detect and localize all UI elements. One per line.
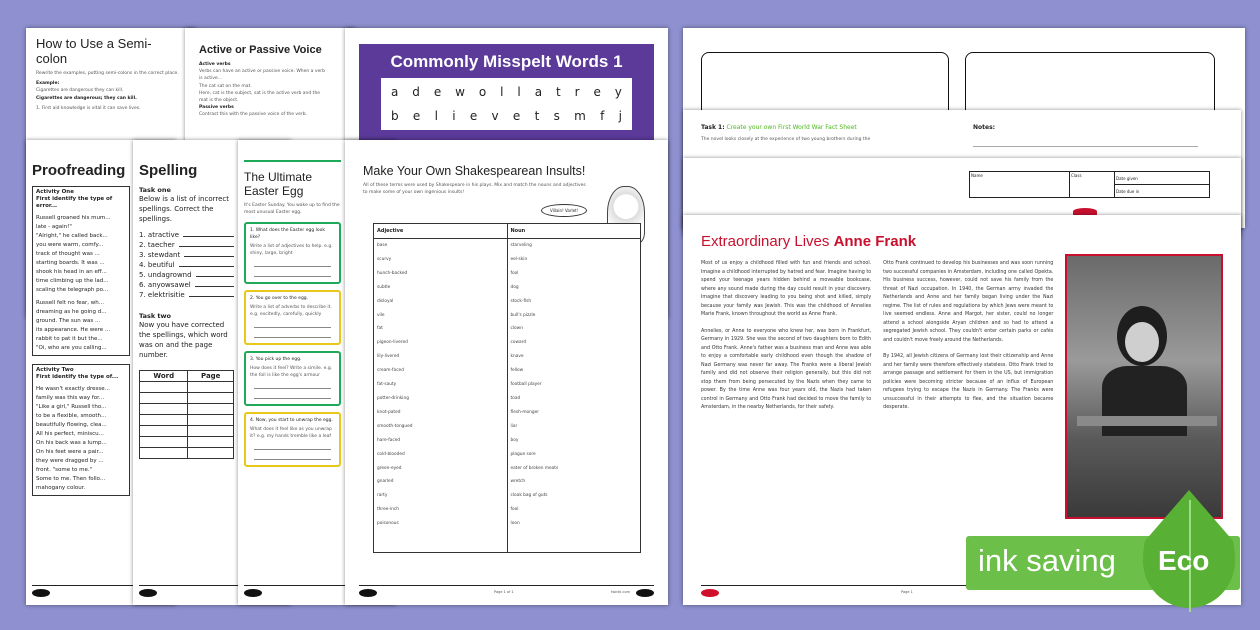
noun-cell: stock-fish <box>510 298 532 304</box>
adjective-cell: cream-faced <box>377 368 404 374</box>
table-cell[interactable] <box>188 415 234 426</box>
proof-title: Proofreading <box>32 162 126 179</box>
adjective-cell: cold-blooded <box>377 451 405 457</box>
text-line: time climbing up the lad... <box>36 278 109 284</box>
question-box: 1. What does the Easter egg look like? Write a list of adjectives to help. e.g. shiny, large, bright <box>244 222 341 284</box>
spelling-word: 3. stewdant <box>139 251 181 259</box>
table-cell[interactable] <box>188 404 234 415</box>
anne-frank-page: Extraordinary Lives Anne Frank Most of us enjoy a childhood filled with fun and friends and school. Imagine a childhood interrupted by hatred and fear. Imagine having to spend your teenage years hidden behind a moveable bookcase, where any sound made during the day could result in your discovery. Imagine that discovery leading to you being shot and killed, simply because your family was Jewish. This was the childhood of Annelies Marie Frank, known throughout the world as Anne Frank. Annelies, or Anne to everyone who knew her, was born in Frankfurt, Germany in 1929. She was the second of two daughters born to Edith and Otto Frank. Anne's father was a business man and Anne was able to enjoy a comfortable early childhood even though the shadow of Nazi Germany was never far away. The Franks were a liberal Jewish family and did not observe their religion generally, but this did not stop them from being persecuted by the Nazis when they came to power. By the time Anne was four years old, the Nazis had taken control in Germany and Otto Frank had decided to move the family to Amsterdam, in the nearby Netherlands, for their safety. Otto Frank continued to develop his businesses and was soon running two successful companies in Amsterdam, including one called Opekta. His business success, however, could not save his family from the threat of Nazi occupation. In 1940, the German army invaded the Netherlands and Anne and her family began living under the Nazi regime. The list of rules and regulations by which Jews were meant to live seemed endless. Anne and Margot, her sister, could no longer attend a school alongside Aryan children and so had to attend a segregated Jewish school. They couldn't enter certain parks or cafés and couldn't move freely around the Netherlands. By 1942, all Jewish citizens of Germany lost their citizenship and Anne and her family were therefore effectively stateless. Otto Frank tried to arrange passage and settlement for them in the US, but immigration policies were becoming stricter because of an influx of European refugees trying to escape the Nazis in Germany. The Franks were unsuccessful in their attempts to flee, and the situation became desperate. Page 1 <box>683 215 1241 605</box>
table-cell[interactable] <box>188 426 234 437</box>
adjective-cell: rarty <box>377 493 388 499</box>
table-cell[interactable] <box>188 437 234 448</box>
paragraph: Otto Frank continued to develop his businesses and was soon running two successful companies in Amsterdam, including one called Opekta. His business success, however, could not save his family from the threat of Nazi occupation. In 1940, the German army invaded the Netherlands and Anne and her family began living under the Nazi regime. The list of rules and regulations by which Jews were meant to live seemed endless. Anne and Margot, her sister, could no longer attend a school alongside Aryan children and so had to attend a segregated Jewish school. They couldn't enter certain parks or cafés and couldn't move freely around the Netherlands. <box>883 261 1054 343</box>
table-cell[interactable] <box>140 437 188 448</box>
letter-tile: e <box>433 85 442 99</box>
letter-tile: j <box>618 109 622 123</box>
twinkl-logo <box>244 589 262 597</box>
table-cell[interactable] <box>188 393 234 404</box>
adjective-cell: smooth-tongued <box>377 423 413 429</box>
text-line: "Like a girl," Russell tho... <box>36 404 107 410</box>
question-box: 2. You go over to the egg. Write a list of adverbs to describe it. e.g. excitedly, carefully, quickly <box>244 290 341 345</box>
text-line: scaling the telegraph po... <box>36 287 109 293</box>
spelling-word: 7. elektrisitie <box>139 291 185 299</box>
letter-tile: s <box>553 109 560 123</box>
spelling-word: 4. beutiful <box>139 261 175 269</box>
table-cell[interactable] <box>140 404 188 415</box>
answer-line[interactable] <box>189 290 234 297</box>
letter-tile: t <box>555 85 561 99</box>
spelling-word: 2. taecher <box>139 241 175 249</box>
adjective-cell: knot-pated <box>377 409 401 415</box>
text-line: On his feet were a pair... <box>36 449 104 455</box>
paragraph: Annelies, or Anne to everyone who knew her, was born in Frankfurt, Germany in 1929. She was the second of two daughters born to Edith and Otto Frank. Anne's father was a business man and Anne was able to enjoy a comfortable early childhood even though the shadow of Nazi Germany was never far away. The Franks were a liberal Jewish family and did not observe their religion generally, but this did not stop them from being persecuted by the Nazis when they came to power. By the time Anne was four years old, the Nazis had taken control in Germany and Otto Frank had decided to move the family to Amsterdam, in the nearby Netherlands, for their safety. <box>701 328 872 410</box>
text-line: you were warm, comfy... <box>36 242 104 248</box>
spelling-word: 1. atractive <box>139 231 180 239</box>
noun-cell: plague sore <box>510 451 536 457</box>
spelling-title: Spelling <box>139 162 198 179</box>
noun-cell: fool <box>510 270 519 276</box>
easter-title: The Ultimate Easter Egg <box>244 170 313 198</box>
text-line: Russell felt no fear, wh... <box>36 300 105 306</box>
letter-tile: d <box>412 85 420 99</box>
adjective-cell: green-eyed <box>377 465 402 471</box>
ink-saving-label: ink saving <box>978 543 1116 578</box>
noun-cell: coward <box>510 340 527 346</box>
letter-tile: i <box>452 109 456 123</box>
adjective-cell: three-inch <box>377 507 399 513</box>
question-box: 4. Now, you start to unwrap the egg. What does it feel like as you unwrap it? e.g. my hands tremble like a leaf <box>244 412 341 467</box>
text-line: All his perfect, miniscu... <box>36 431 104 437</box>
letter-tile: f <box>600 109 605 123</box>
letter-tile: y <box>614 85 622 99</box>
letter-tile: e <box>593 85 601 99</box>
letter-tile: l <box>517 85 521 99</box>
text-line: track of thought was ... <box>36 251 100 257</box>
text-line: its appearance. He were ... <box>36 327 111 333</box>
table-cell[interactable] <box>188 382 234 393</box>
adjective-cell: pigeon-livered <box>377 340 408 346</box>
text-line: Russell groaned his mum... <box>36 215 111 221</box>
shakespeare-title: Make Your Own Shakespearean Insults! <box>363 164 586 178</box>
adjective-cell: potter-drinking <box>377 395 409 401</box>
text-line: He wasn't exactly dresse... <box>36 386 110 392</box>
twinkl-logo <box>359 589 377 597</box>
text-line: On his back was a lump... <box>36 440 107 446</box>
paragraph: By 1942, all Jewish citizens of Germany lost their citizenship and Anne and her family were therefore effectively stateless. Otto Frank tried to arrange passage and settlement for them in the US, but immigration policies were becoming stricter because of an influx of European refugees trying to escape the Nazis in Germany. The Franks were unsuccessful in their attempts to flee, and the situation became desperate. <box>883 354 1054 410</box>
answer-line[interactable] <box>179 240 234 247</box>
noun-cell: flesh-monger <box>510 409 540 415</box>
letter-tile: m <box>574 109 586 123</box>
proofreading-worksheet: Proofreading Activity One First identify the type of error... Russell groaned his mum... late - again!" "Alright," he called back... you were warm, comfy... track of thought was ... starting boards. It was ... shook his head in an eff... time climbing up the lad... scaling the telegraph po... Russell felt no fear, wh... dreaming as he going d... ground. The sun was ... its appearance. He were ... rabbit to pat it but the... "Oi, who are you calling... Activity Two First identify the type of... He wasn't exactly dresse... family was this way for... "Like a girl," Russell tho... to be a flexible, smooth... beautifully flowing, clea... All his perfect, miniscu... On his back was a lump... On his feet were a pair... they were dragged by ... front. "some to me." Some to me. Then follo... mahogany colour. <box>26 140 176 605</box>
table-cell[interactable] <box>140 393 188 404</box>
shakespeare-insults-worksheet: Make Your Own Shakespearean Insults! All of these terms were used by Shakespeare in his plays. Mix and match the nouns and adjectives to make some of your own ingenious insults! Villain! Varlet! Adjective base scurvy hunch-backed subtle disloyal vile fat pigeon-livered lily-livered cream-faced fat-sauty potter-drinking knot-pated smooth-tongued hare-faced cold-blooded green-eyed gnarled rarty three-inch poisonous Noun starveling eel-skin fool dog stock-fish bull's pizzle clown coward knave fellow football player toad flesh-monger liar boy plague sore eater of broken meats wretch cloak bag of guts fool loon Page 1 of 1 twinkl.com <box>345 140 668 605</box>
letter-tile: w <box>455 85 465 99</box>
text-line: "Oi, who are you calling... <box>36 345 107 351</box>
adjective-cell: vile <box>377 312 385 318</box>
adjective-cell: hunch-backed <box>377 270 408 276</box>
noun-cell: starveling <box>510 243 532 248</box>
text-line: rabbit to pat it but the... <box>36 336 103 342</box>
text-line: late - again!" <box>36 224 72 230</box>
letter-tile: t <box>534 109 540 123</box>
question-box: 3. You pick up the egg. How does it feel? Write a simile. e.g. the foil is like the egg's armour <box>244 351 341 406</box>
letter-tile: b <box>391 109 399 123</box>
ww1-fact-sheet-page: Task 1: Create your own First World War Fact Sheet The novel looks closely at the experience of two young brothers during the Notes: <box>683 110 1241 230</box>
text-line: mahogany colour. <box>36 485 86 491</box>
answer-line[interactable] <box>184 250 234 257</box>
adjective-cell: lily-livered <box>377 354 400 360</box>
letter-tile: l <box>500 85 504 99</box>
noun-cell: clown <box>510 326 523 332</box>
letter-tile: e <box>469 109 478 123</box>
letter-tile: e <box>512 109 521 123</box>
eco-badge-label: Eco <box>1158 545 1210 576</box>
letter-tile: v <box>491 109 499 123</box>
text-line: dreaming as he going d... <box>36 309 107 315</box>
text-line: front. "some to me." <box>36 467 93 473</box>
semicolon-title: How to Use a Semi-colon <box>36 36 152 66</box>
active-passive-worksheet: Active or Passive Voice Active verbs Verbs can have an active or passive voice. When a verb is active... The cat sat on the mat. Here, cat is the subject, sat is the active verb and the mat is the object. Passive verbs Contrast this with the passive voice of the verb. <box>185 28 355 318</box>
noun-cell: toad <box>510 395 521 401</box>
text-line: Some to me. Then follo... <box>36 476 106 482</box>
table-cell[interactable] <box>140 415 188 426</box>
noun-cell: knave <box>510 354 524 360</box>
adjective-cell: poisonous <box>377 521 399 527</box>
spelling-word: 5. undagrownd <box>139 271 192 279</box>
letter-tile: a <box>534 85 543 99</box>
noun-cell: football player <box>510 382 542 388</box>
adjective-cell: hare-faced <box>377 437 401 443</box>
speech-bubble: Villain! Varlet! <box>541 204 587 217</box>
text-line: beautifully flowing, clea... <box>36 422 107 428</box>
noun-cell: eater of broken meats <box>510 465 559 471</box>
noun-cell: fool <box>510 507 519 513</box>
adjective-cell: gnarled <box>377 479 394 485</box>
answer-line[interactable] <box>179 260 234 267</box>
noun-cell: liar <box>510 423 518 429</box>
semicolon-worksheet: How to Use a Semi-colon Rewrite the examples, putting semi-colons in the correct place. Example: Cigarettes are dangerous they can kill. Cigarettes are dangerous; they can kill. 1. First aid knowledge is vital it can save lives. <box>26 28 196 318</box>
noun-cell: loon <box>510 521 520 527</box>
letter-tile: e <box>412 109 421 123</box>
twinkl-logo <box>32 589 50 597</box>
noun-cell: wretch <box>510 479 526 485</box>
easter-egg-worksheet: The Ultimate Easter Egg It's Easter Sunday. You wake up to find the most unusual Easter egg. 1. What does the Easter egg look like? Write a list of adjectives to help. e.g. shiny, large, bright 2. You go over to the egg. Write a list of adverbs to describe it. e.g. excitedly, carefully, quickly 3. You pick up the egg. How does it feel? Write a simile. e.g. the foil is like the egg's armour 4. Now, you start to unwrap the egg. What does it feel like as you unwrap it? e.g. my hands tremble like a leaf <box>238 140 396 605</box>
noun-cell: fellow <box>510 368 524 374</box>
noun-cell: dog <box>510 284 519 290</box>
text-line: "Alright," he called back... <box>36 233 108 239</box>
text-line: family was this way for... <box>36 395 105 401</box>
letter-tile: l <box>434 109 438 123</box>
answer-line[interactable] <box>183 230 234 237</box>
voice-title: Active or Passive Voice <box>199 44 322 56</box>
twinkl-logo <box>701 589 719 597</box>
text-line: they were dragged by ... <box>36 458 104 464</box>
text-line: shook his head in an eff... <box>36 269 107 275</box>
adjective-cell: base <box>377 243 388 248</box>
twinkl-logo <box>139 589 157 597</box>
noun-cell: boy <box>510 437 519 443</box>
answer-line[interactable] <box>196 270 234 277</box>
table-cell[interactable] <box>140 382 188 393</box>
adjective-cell: fat-sauty <box>377 382 397 388</box>
noun-cell: cloak bag of guts <box>510 493 548 499</box>
letter-tile: a <box>391 85 399 99</box>
answer-line[interactable] <box>195 280 234 287</box>
text-line: ground. The sun was ... <box>36 318 101 324</box>
adjective-cell: disloyal <box>377 298 394 304</box>
spelling-worksheet: Spelling Task one Below is a list of incorrect spellings. Correct the spellings. 1. atractive 2. taecher 3. stewdant 4. beutiful 5. undagrownd 6. anyowsawel 7. elektrisitie Task two Now you have corrected the spellings, which word was on and the page number. Word Page <box>133 140 291 605</box>
letter-tile: r <box>574 85 580 99</box>
letter-tile: o <box>478 85 487 99</box>
table-cell[interactable] <box>140 426 188 437</box>
spelling-word: 6. anyowsawel <box>139 281 191 289</box>
text-line: starting boards. It was ... <box>36 260 105 266</box>
paragraph: Most of us enjoy a childhood filled with fun and friends and school. Imagine a childhood interrupted by hatred and fear. Imagine having to spend your teenage years hidden behind a moveable bookcase, where any sound made during the day could result in your discovery. Imagine that discovery leading to you being shot and killed, simply because your family was Jewish. This was the childhood of Annelies Marie Frank, known throughout the world as Anne Frank. <box>701 261 872 317</box>
misspelt-title: Commonly Misspelt Words 1 <box>390 52 623 71</box>
noun-cell: bull's pizzle <box>510 312 536 318</box>
adjective-cell: fat <box>377 326 383 332</box>
text-line: to be a flexible, smooth... <box>36 413 107 419</box>
table-cell[interactable] <box>188 448 234 459</box>
table-cell[interactable] <box>140 448 188 459</box>
noun-cell: eel-skin <box>510 256 528 262</box>
adjective-cell: scurvy <box>377 256 392 262</box>
name-class-date-table: Name Class Date given Date due in <box>969 171 1210 198</box>
adjective-cell: subtle <box>377 284 391 290</box>
anne-frank-photo <box>1065 254 1223 519</box>
